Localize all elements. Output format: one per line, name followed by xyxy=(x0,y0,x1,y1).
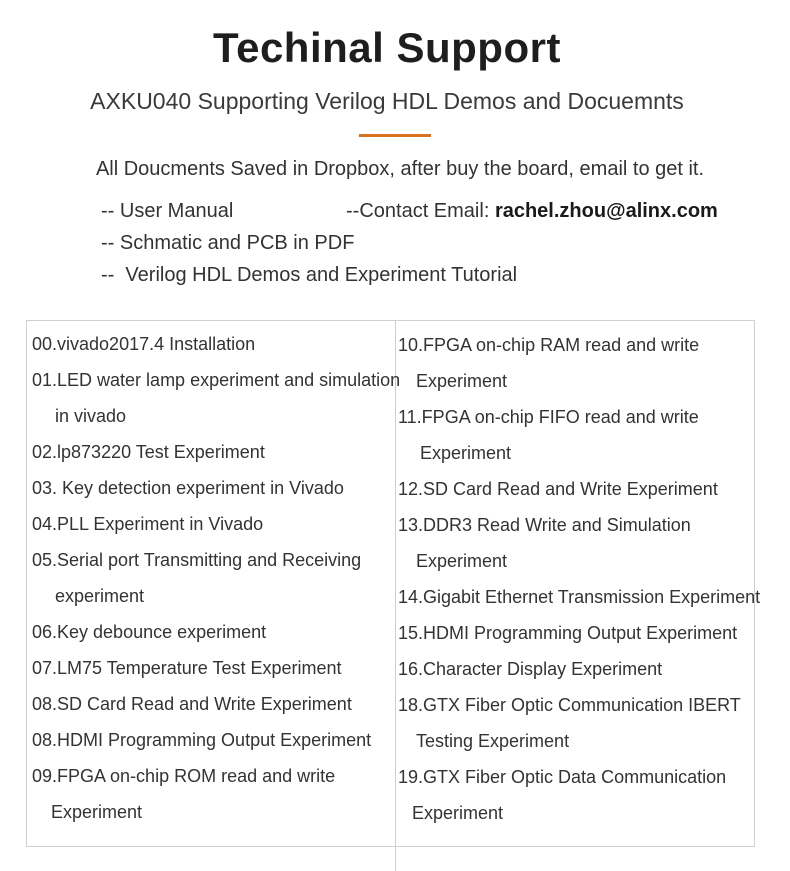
intro-text: All Doucments Saved in Dropbox, after buy the board, email to get it. xyxy=(95,158,705,180)
list-item: 15.HDMI Programming Output Experiment xyxy=(398,623,738,643)
list-item: 10.FPGA on-chip RAM read and write xyxy=(398,335,700,355)
left-experiment-list xyxy=(32,326,400,830)
doc-item-schematic: -- Schmatic and PCB in PDF xyxy=(101,232,355,254)
list-item: 08.SD Card Read and Write Experiment xyxy=(32,694,352,714)
list-item-continuation: Experiment xyxy=(51,802,143,822)
list-item: 07.LM75 Temperature Test Experiment xyxy=(32,658,342,678)
list-item-continuation: Experiment xyxy=(416,371,508,391)
contact-email: rachel.zhou@alinx.com xyxy=(494,200,718,222)
list-item: 04.PLL Experiment in Vivado xyxy=(32,514,264,534)
list-item: 08.HDMI Programming Output Experiment xyxy=(32,730,372,750)
right-experiment-list xyxy=(398,327,760,831)
list-item: 19.GTX Fiber Optic Data Communication xyxy=(398,767,727,787)
accent-divider xyxy=(359,134,431,137)
list-item: 13.DDR3 Read Write and Simulation xyxy=(398,515,691,535)
list-item: 06.Key debounce experiment xyxy=(32,622,267,642)
contact-label: --Contact Email: xyxy=(346,200,495,222)
list-item-continuation: Testing Experiment xyxy=(416,731,570,751)
list-item-continuation: in vivado xyxy=(55,406,127,426)
page-title: Techinal Support xyxy=(213,24,561,71)
list-item: 05.Serial port Transmitting and Receiving xyxy=(32,550,362,570)
list-item: 03. Key detection experiment in Vivado xyxy=(32,478,344,498)
list-item: 12.SD Card Read and Write Experiment xyxy=(398,479,718,499)
list-item: 14.Gigabit Ethernet Transmission Experiment xyxy=(398,587,761,607)
doc-item-demos: -- Verilog HDL Demos and Experiment Tutorial xyxy=(101,264,518,286)
doc-item-user-manual: -- User Manual xyxy=(101,200,234,222)
list-item-continuation: Experiment xyxy=(420,443,512,463)
list-item: 00.vivado2017.4 Installation xyxy=(32,334,256,354)
contact-line xyxy=(346,200,718,223)
list-item: 16.Character Display Experiment xyxy=(398,659,663,679)
list-item: 11.FPGA on-chip FIFO read and write xyxy=(398,407,699,427)
list-item: 18.GTX Fiber Optic Communication IBERT xyxy=(398,695,741,715)
list-item: 01.LED water lamp experiment and simulation xyxy=(32,370,401,390)
list-item-continuation: experiment xyxy=(55,586,145,606)
list-item: 02.lp873220 Test Experiment xyxy=(32,442,265,462)
list-item: 09.FPGA on-chip ROM read and write xyxy=(32,766,336,786)
list-item-continuation: Experiment xyxy=(412,803,504,823)
page-subtitle: AXKU040 Supporting Verilog HDL Demos and Docuemnts xyxy=(90,88,684,114)
list-item-continuation: Experiment xyxy=(416,551,508,571)
